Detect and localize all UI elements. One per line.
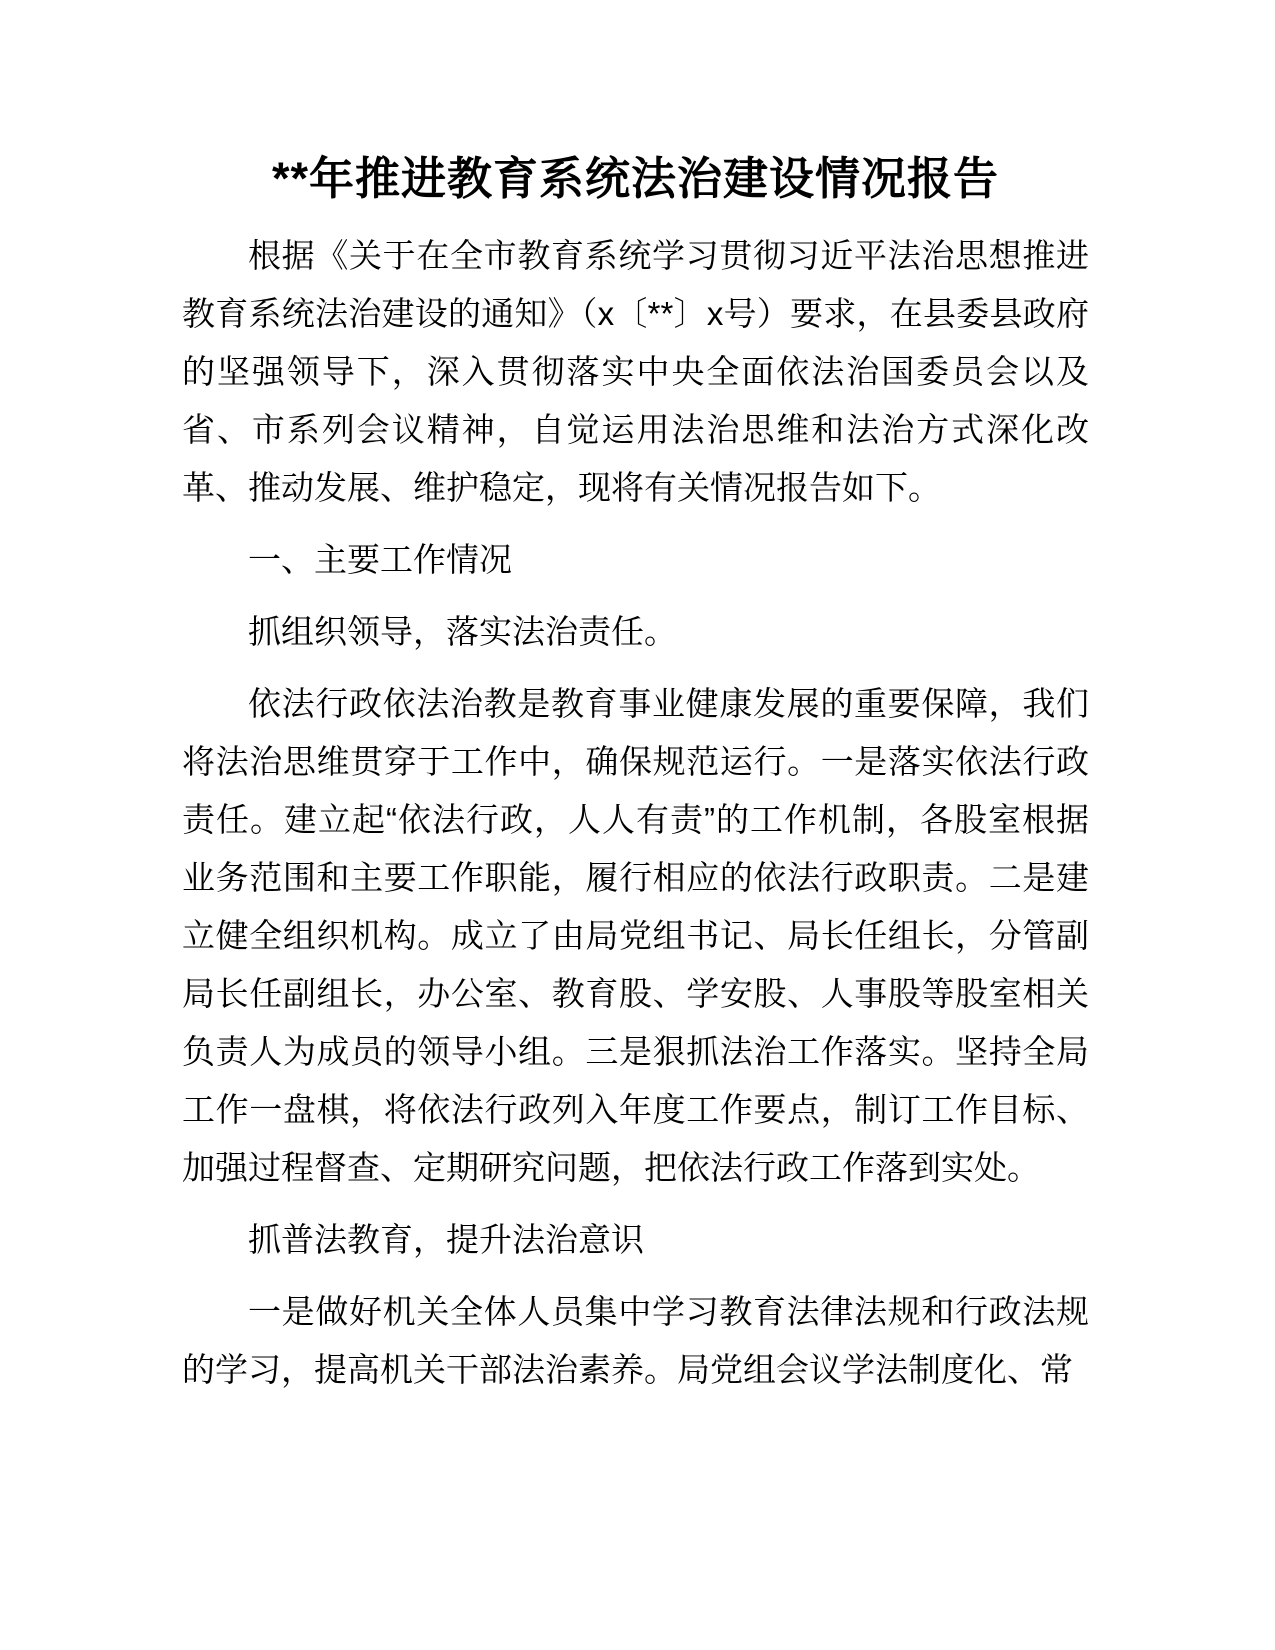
subheading-law-publicity-education: 抓普法教育，提升法治意识 <box>248 1221 644 1258</box>
paragraph-rule-of-law-administration: 依法行政依法治教是教育事业健康发展的重要保障，我们将法治思维贯穿于工作中，确保规范运行。一是落实依法行政责任。建立起“依法行政，人人有责”的工作机制，各股室根据业务范围和主要工作职能，履行相应的依法行政职责。二是建立健全组织机构。成立了由局党组书记、局长任组长，分管副局长任副组长，办公室、教育股、学安股、人事股等股室相关负责人为成员的领导小组。三是狠抓法治工作落实。坚持全局工作一盘棋，将依法行政列入年度工作要点，制订工作目标、加强过程督查、定期研究问题，把依法行政工作落到实处。 <box>182 685 1089 1186</box>
paragraph-law-education-partial: 一是做好机关全体人员集中学习教育法律法规和行政法规的学习，提高机关干部法治素养。局党组会议学法制度化、常 <box>182 1293 1089 1388</box>
document-title: **年推进教育系统法治建设情况报告 <box>271 153 1000 204</box>
section-heading-main-work: 一、主要工作情况 <box>248 541 512 578</box>
paragraph-intro: 根据《关于在全市教育系统学习贯彻习近平法治思想推进教育系统法治建设的通知》（x〔**〕x号）要求，在县委县政府的坚强领导下，深入贯彻落实中央全面依法治国委员会以及省、市系列会议精神，自觉运用法治思维和法治方式深化改革、推动发展、维护稳定，现将有关情况报告如下。 <box>182 237 1089 506</box>
subheading-organization-leadership: 抓组织领导，落实法治责任。 <box>248 613 677 650</box>
